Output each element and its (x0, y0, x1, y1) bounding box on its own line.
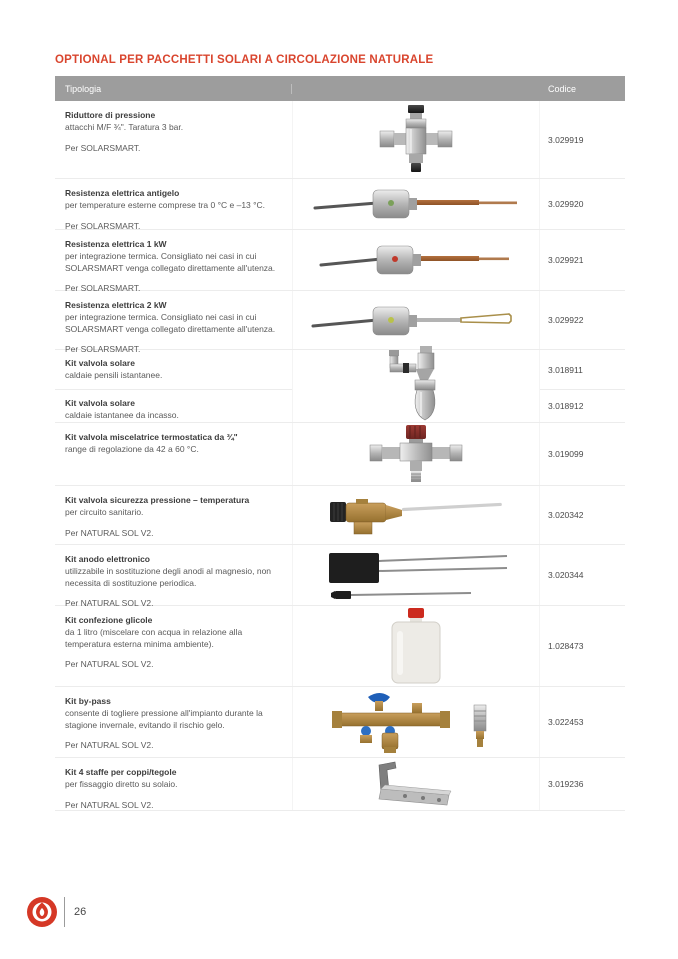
product-title: Kit 4 staffe per coppi/tegole (65, 767, 177, 777)
table-row (55, 390, 292, 421)
product-description: per integrazione termica. Consigliato nei casi in cui SOLARSMART venga collegato direttamente all'utenza. (65, 312, 276, 334)
product-title: Kit valvola miscelatrice termostatica da ¾" (65, 432, 238, 442)
product-title: Resistenza elettrica antigelo (65, 188, 180, 198)
product-title: Resistenza elettrica 2 kW (65, 300, 167, 310)
table-row (55, 291, 625, 354)
table-row (55, 179, 625, 230)
column-header-codice: Codice (548, 83, 577, 94)
electric-resistance-loop-image (311, 301, 521, 339)
roof-brackets-image (361, 759, 471, 809)
table-row (55, 606, 625, 687)
table-row (55, 758, 625, 811)
table-row-group (55, 350, 625, 423)
product-code: 3.018911 (540, 350, 625, 390)
table-row (55, 423, 625, 486)
product-note: Per SOLARSMART. (65, 142, 141, 153)
product-description: utilizzabile in sostituzione degli anodi al magnesio, non necessita di sostituzione periodica. (65, 566, 272, 588)
product-description: da 1 litro (miscelare con acqua in relazione alla temperatura esterna minima ambiente). (65, 627, 243, 649)
product-note: Per SOLARSMART. (65, 343, 141, 354)
product-code: 3.029920 (548, 199, 584, 209)
product-note: Per SOLARSMART. (65, 282, 141, 293)
product-description: per integrazione termica. Consigliato nei casi in cui SOLARSMART venga collegato direttamente all'utenza. (65, 251, 276, 273)
product-description: attacchi M/F ¾". Taratura 3 bar. (65, 122, 184, 133)
product-code: 3.029919 (548, 134, 584, 145)
page-title: OPTIONAL PER PACCHETTI SOLARI A CIRCOLAZIONE NATURALE (55, 54, 434, 66)
product-code: 3.029921 (548, 255, 584, 265)
table-row (55, 230, 625, 291)
page-footer (26, 896, 86, 928)
product-note: Per NATURAL SOL V2. (65, 739, 154, 750)
product-code: 3.029922 (548, 315, 584, 325)
electric-resistance-image (311, 242, 521, 278)
electric-resistance-image (311, 186, 521, 222)
solar-valve-image (383, 344, 449, 428)
product-description: caldaie pensili istantanee. (65, 370, 163, 381)
product-description: per fissaggio diretto su solaio. (65, 779, 178, 790)
product-description: per circuito sanitario. (65, 507, 144, 518)
page-number: 26 (74, 906, 87, 918)
product-code: 3.022453 (548, 717, 584, 727)
column-header-tipologia: Tipologia (55, 84, 292, 94)
product-description: per temperature esterne comprese tra 0 °C e –13 °C. (65, 200, 266, 211)
product-code: 3.018912 (548, 400, 584, 411)
product-description: range di regolazione da 42 a 60 °C. (65, 444, 199, 455)
table-row (55, 545, 625, 606)
product-title: Kit anodo elettronico (65, 554, 150, 564)
product-note: Per SOLARSMART. (65, 220, 141, 231)
pressure-reducer-image (377, 104, 455, 176)
product-note: Per NATURAL SOL V2. (65, 658, 154, 669)
products-table (55, 76, 625, 811)
product-title: Kit valvola sicurezza pressione – temperatura (65, 495, 250, 505)
product-title: Kit valvola solare (65, 358, 135, 368)
product-title: Kit valvola solare (65, 398, 135, 408)
thermostatic-mixing-valve-image (368, 423, 464, 485)
product-note: Per NATURAL SOL V2. (65, 527, 154, 538)
product-code: 1.028473 (548, 641, 584, 651)
product-description: caldaie istantanee da incasso. (65, 410, 179, 421)
table-row (55, 486, 625, 545)
product-note: Per NATURAL SOL V2. (65, 597, 154, 608)
table-row (55, 350, 292, 390)
product-note: Per NATURAL SOL V2. (65, 799, 154, 810)
product-code: 3.019099 (548, 449, 584, 459)
product-title: Kit confezione glicole (65, 615, 153, 625)
product-code: 3.020342 (548, 510, 584, 520)
table-row (55, 101, 625, 179)
product-code: 3.019236 (548, 779, 584, 789)
product-title: Resistenza elettrica 1 kW (65, 239, 167, 249)
table-row (55, 687, 625, 758)
product-description: consente di togliere pressione all'impianto durante la stagione invernale, evitando il rischio gelo. (65, 708, 263, 730)
brand-flame-logo-icon (26, 896, 58, 928)
product-code: 3.020344 (548, 570, 584, 580)
glycol-bottle-image (383, 607, 449, 685)
product-title: Riduttore di pressione (65, 110, 156, 120)
electronic-anode-image (321, 549, 511, 601)
footer-divider (64, 897, 65, 927)
table-header (55, 76, 625, 101)
product-title: Kit by-pass (65, 696, 111, 706)
safety-valve-image (326, 489, 506, 541)
bypass-kit-image (328, 689, 504, 755)
